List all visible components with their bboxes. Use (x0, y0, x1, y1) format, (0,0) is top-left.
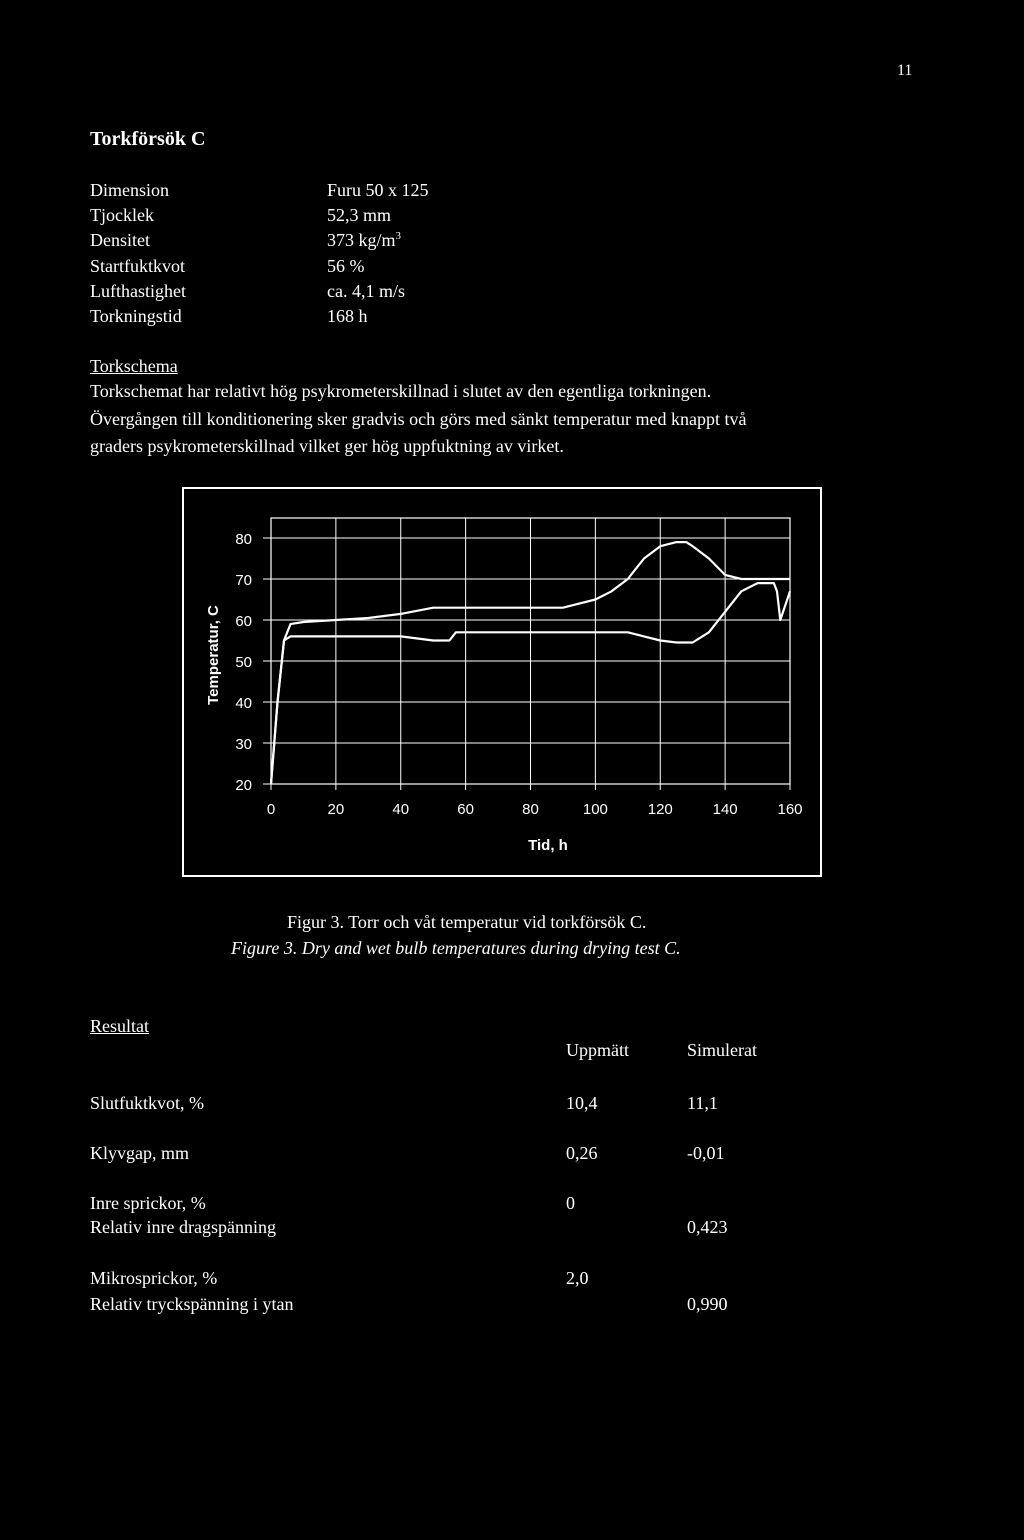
spec-label: Tjocklek (90, 205, 154, 225)
x-tick-label: 80 (522, 801, 539, 818)
schedule-line: graders psykrometerskillnad vilket ger hög uppfuktning av virket. (90, 436, 564, 456)
figure-caption-english: Figure 3. Dry and wet bulb temperatures during drying test C. (231, 938, 681, 958)
result-label: Inre sprickor, % (90, 1193, 206, 1213)
y-tick-labels (235, 531, 252, 794)
figure-caption-swedish: Figur 3. Torr och våt temperatur vid torkförsök C. (287, 912, 647, 932)
y-tick-label: 80 (235, 531, 252, 548)
x-tick-label: 160 (777, 801, 803, 818)
result-measured: 0,26 (566, 1143, 598, 1163)
spec-label: Dimension (90, 180, 169, 200)
spec-label: Lufthastighet (90, 281, 186, 301)
y-tick-label: 70 (235, 572, 252, 589)
y-tick-label: 50 (235, 654, 252, 671)
x-tick-label: 40 (392, 801, 410, 818)
spec-value: 56 % (327, 256, 365, 276)
y-tick-label: 60 (235, 613, 252, 630)
result-label: Relativ tryckspänning i ytan (90, 1294, 294, 1314)
results-col-simulated: Simulerat (687, 1040, 757, 1060)
results-heading: Resultat (90, 1016, 149, 1036)
x-tick-label: 140 (712, 801, 738, 818)
result-simulated: 0,990 (687, 1294, 728, 1314)
result-measured: 2,0 (566, 1268, 589, 1288)
result-measured: 0 (566, 1193, 575, 1213)
result-label: Relativ inre dragspänning (90, 1217, 276, 1237)
section-title: Torkförsök C (90, 128, 206, 150)
result-label: Mikrosprickor, % (90, 1268, 218, 1288)
page-number: 11 (897, 62, 913, 79)
result-simulated: 11,1 (687, 1093, 718, 1113)
result-label: Klyvgap, mm (90, 1143, 189, 1163)
result-label: Slutfuktkvot, % (90, 1093, 205, 1113)
x-tick-labels (267, 801, 803, 818)
x-tick-label: 120 (647, 801, 673, 818)
spec-superscript: 3 (395, 230, 402, 242)
spec-label: Startfuktkvot (90, 256, 185, 276)
x-tick-label: 100 (582, 801, 608, 818)
spec-value: ca. 4,1 m/s (327, 281, 405, 301)
x-axis-label: Tid, h (528, 837, 568, 854)
schedule-line: Övergången till konditionering sker gradvis och görs med sänkt temperatur med knappt två (90, 409, 747, 429)
x-tick-label: 20 (327, 801, 345, 818)
schedule-heading: Torkschema (90, 356, 178, 376)
spec-value: 52,3 mm (327, 205, 392, 225)
spec-label: Torkningstid (90, 306, 182, 326)
result-simulated: 0,423 (687, 1217, 728, 1237)
spec-value: Furu 50 x 125 (327, 180, 429, 200)
x-tick-label: 0 (266, 801, 276, 818)
y-tick-label: 20 (235, 777, 252, 794)
schedule-line: Torkschemat har relativt hög psykrometerskillnad i slutet av den egentliga torkningen. (90, 381, 712, 401)
y-tick-label: 30 (235, 736, 252, 753)
results-col-measured: Uppmätt (566, 1040, 629, 1060)
spec-value: 168 h (327, 306, 368, 326)
spec-label: Densitet (90, 230, 150, 250)
y-axis-label: Temperatur, C (205, 605, 222, 705)
y-tick-label: 40 (235, 695, 252, 712)
x-tick-label: 60 (457, 801, 474, 818)
result-measured: 10,4 (566, 1093, 598, 1113)
result-simulated: -0,01 (687, 1143, 725, 1163)
spec-value: 373 kg/m (327, 230, 396, 250)
chart-grid (263, 518, 790, 790)
